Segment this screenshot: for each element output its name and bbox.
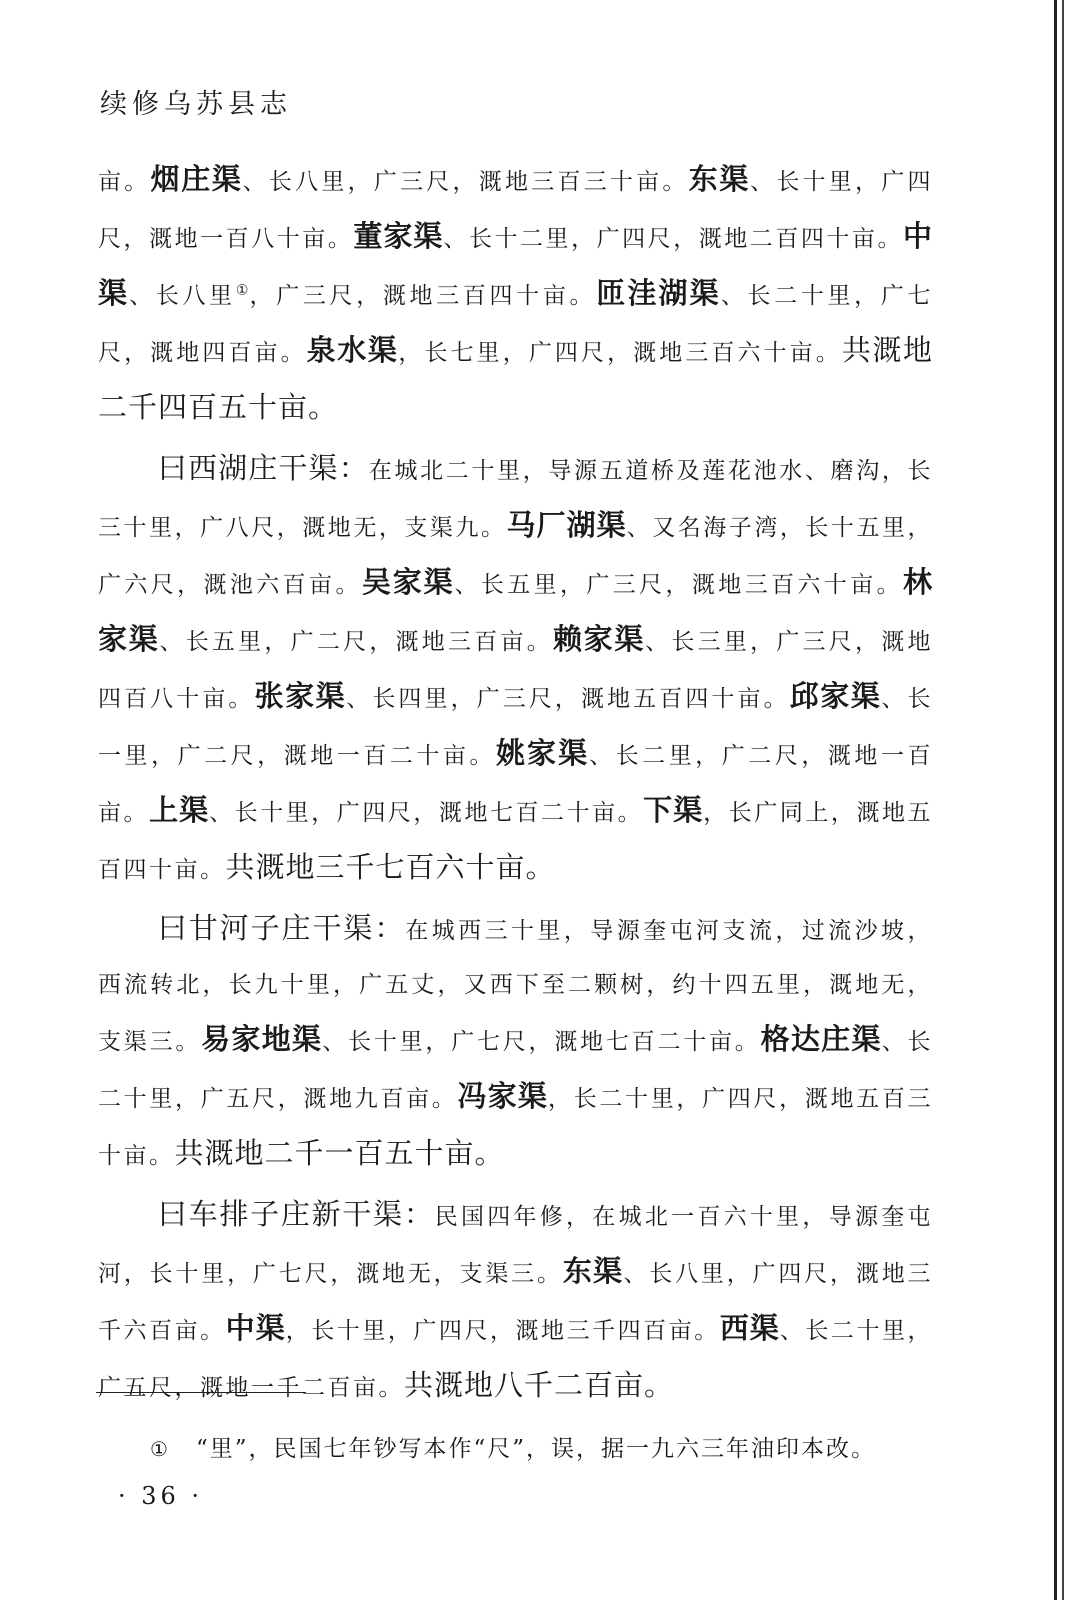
canal-name: 匝洼湖渠 <box>596 276 721 310</box>
canal-name: 姚家渠 <box>496 736 590 770</box>
canal-name: 林家渠 <box>98 565 933 656</box>
text-run: 、长十里，广七尺，溉地七百二十亩。 <box>322 1029 761 1055</box>
text-run: 、长二十里，广五尺，溉地九百亩。 <box>98 1029 934 1112</box>
paragraph <box>98 441 933 897</box>
running-header: 续修乌苏县志 <box>100 89 292 120</box>
canal-name: 中渠 <box>98 219 933 310</box>
heading-run: 曰甘河子庄干渠： <box>157 911 406 945</box>
page-edge <box>1054 0 1068 1600</box>
canal-name: 马厂湖渠 <box>506 508 627 542</box>
paragraph <box>98 152 933 437</box>
canal-name: 西渠 <box>719 1311 780 1345</box>
canal-name: 邱家渠 <box>789 679 882 713</box>
text-run: 、长一里，广二尺，溉地一百二十亩。 <box>98 686 933 769</box>
text-run: ，广三尺，溉地三百四十亩。 <box>249 283 597 309</box>
canal-name: 下渠 <box>643 793 704 827</box>
canal-name: 东渠 <box>562 1254 624 1288</box>
canal-name: 上渠 <box>149 793 210 827</box>
text-run: 、长二里，广二尺，溉地一百亩。 <box>98 743 934 826</box>
footnote-rule <box>96 1392 306 1393</box>
canal-name: 泉水渠 <box>306 333 399 367</box>
text-run: 、又名海子湾，长十五里，广六尺，溉池六百亩。 <box>98 515 934 598</box>
text-run: 、长四里，广三尺，溉地五百四十亩。 <box>346 686 790 712</box>
text-run: ，长二十里，广四尺，溉地五百三十亩。 <box>98 1086 933 1169</box>
heading-run: 曰西湖庄干渠： <box>157 451 369 485</box>
footnote-mark: ① <box>150 1437 170 1461</box>
heading-run: 共溉地二千四百五十亩。 <box>98 333 933 424</box>
text-run: 民国四年修，在城北一百六十里，导源奎屯河，长十里，广七尺，溉地无，支渠三。 <box>98 1204 933 1287</box>
heading-run: 曰车排子庄新干渠： <box>157 1197 435 1231</box>
text-run: 、长十里，广四尺，溉地一百八十亩。 <box>98 169 933 252</box>
text-run: 亩。 <box>98 169 151 195</box>
text-run: 在城北二十里，导源五道桥及莲花池水、磨沟，长三十里，广八尺，溉地无，支渠九。 <box>98 458 933 541</box>
text-run: 、长二十里，广五尺，溉地一千二百亩。 <box>98 1318 933 1401</box>
footnote-text: “里”，民国七年钞写本作“尺”，误，据一九六三年油印本改。 <box>195 1436 876 1462</box>
text-run: 、长五里，广二尺，溉地三百亩。 <box>159 629 553 655</box>
body-text <box>98 152 933 1419</box>
paragraph <box>98 1187 933 1415</box>
text-run: 、长五里，广三尺，溉地三百六十亩。 <box>454 572 903 598</box>
page-number: · 36 · <box>118 1482 204 1510</box>
canal-name: 格达庄渠 <box>760 1022 882 1056</box>
heading-run: 共溉地八千二百亩。 <box>404 1368 675 1402</box>
text-run: ，长广同上，溉地五百四十亩。 <box>98 800 933 883</box>
text-run: 、长八里，广三尺，溉地三百三十亩。 <box>242 169 689 195</box>
text-run: 、长十二里，广四尺，溉地二百四十亩。 <box>443 226 903 252</box>
text-run: 、长八里 <box>129 283 236 309</box>
text-run: 、长二十里，广七尺，溉地四百亩。 <box>98 283 933 366</box>
canal-name: 董家渠 <box>353 219 444 253</box>
paragraph <box>98 901 933 1183</box>
text-run: 在城西三十里，导源奎屯河支流，过流沙坡，西流转北，长九十里，广五丈，又西下至二颗树，约十四五里，溉地无，支渠三。 <box>98 918 933 1055</box>
text-run: ，长十里，广四尺，溉地三千四百亩。 <box>285 1318 720 1344</box>
heading-run: 共溉地二千一百五十亩。 <box>174 1136 505 1170</box>
canal-name: 吴家渠 <box>361 565 455 599</box>
canal-name: 张家渠 <box>254 679 347 713</box>
footnote-reference: ① <box>235 282 250 299</box>
canal-name: 冯家渠 <box>457 1079 549 1113</box>
text-run: ，长七里，广四尺，溉地三百六十亩。 <box>398 340 842 366</box>
canal-name: 赖家渠 <box>552 622 646 656</box>
canal-name: 烟庄渠 <box>150 162 243 196</box>
footnote <box>150 1430 876 1463</box>
heading-run: 共溉地三千七百六十亩。 <box>225 850 556 884</box>
canal-name: 东渠 <box>688 162 751 196</box>
text-run: 、长十里，广四尺，溉地七百二十亩。 <box>209 800 644 826</box>
text-run: 、长八里，广四尺，溉地三千六百亩。 <box>98 1261 934 1344</box>
text-run: 、长三里，广三尺，溉地四百八十亩。 <box>98 629 933 712</box>
canal-name: 易家地渠 <box>201 1022 323 1056</box>
canal-name: 中渠 <box>225 1311 286 1345</box>
